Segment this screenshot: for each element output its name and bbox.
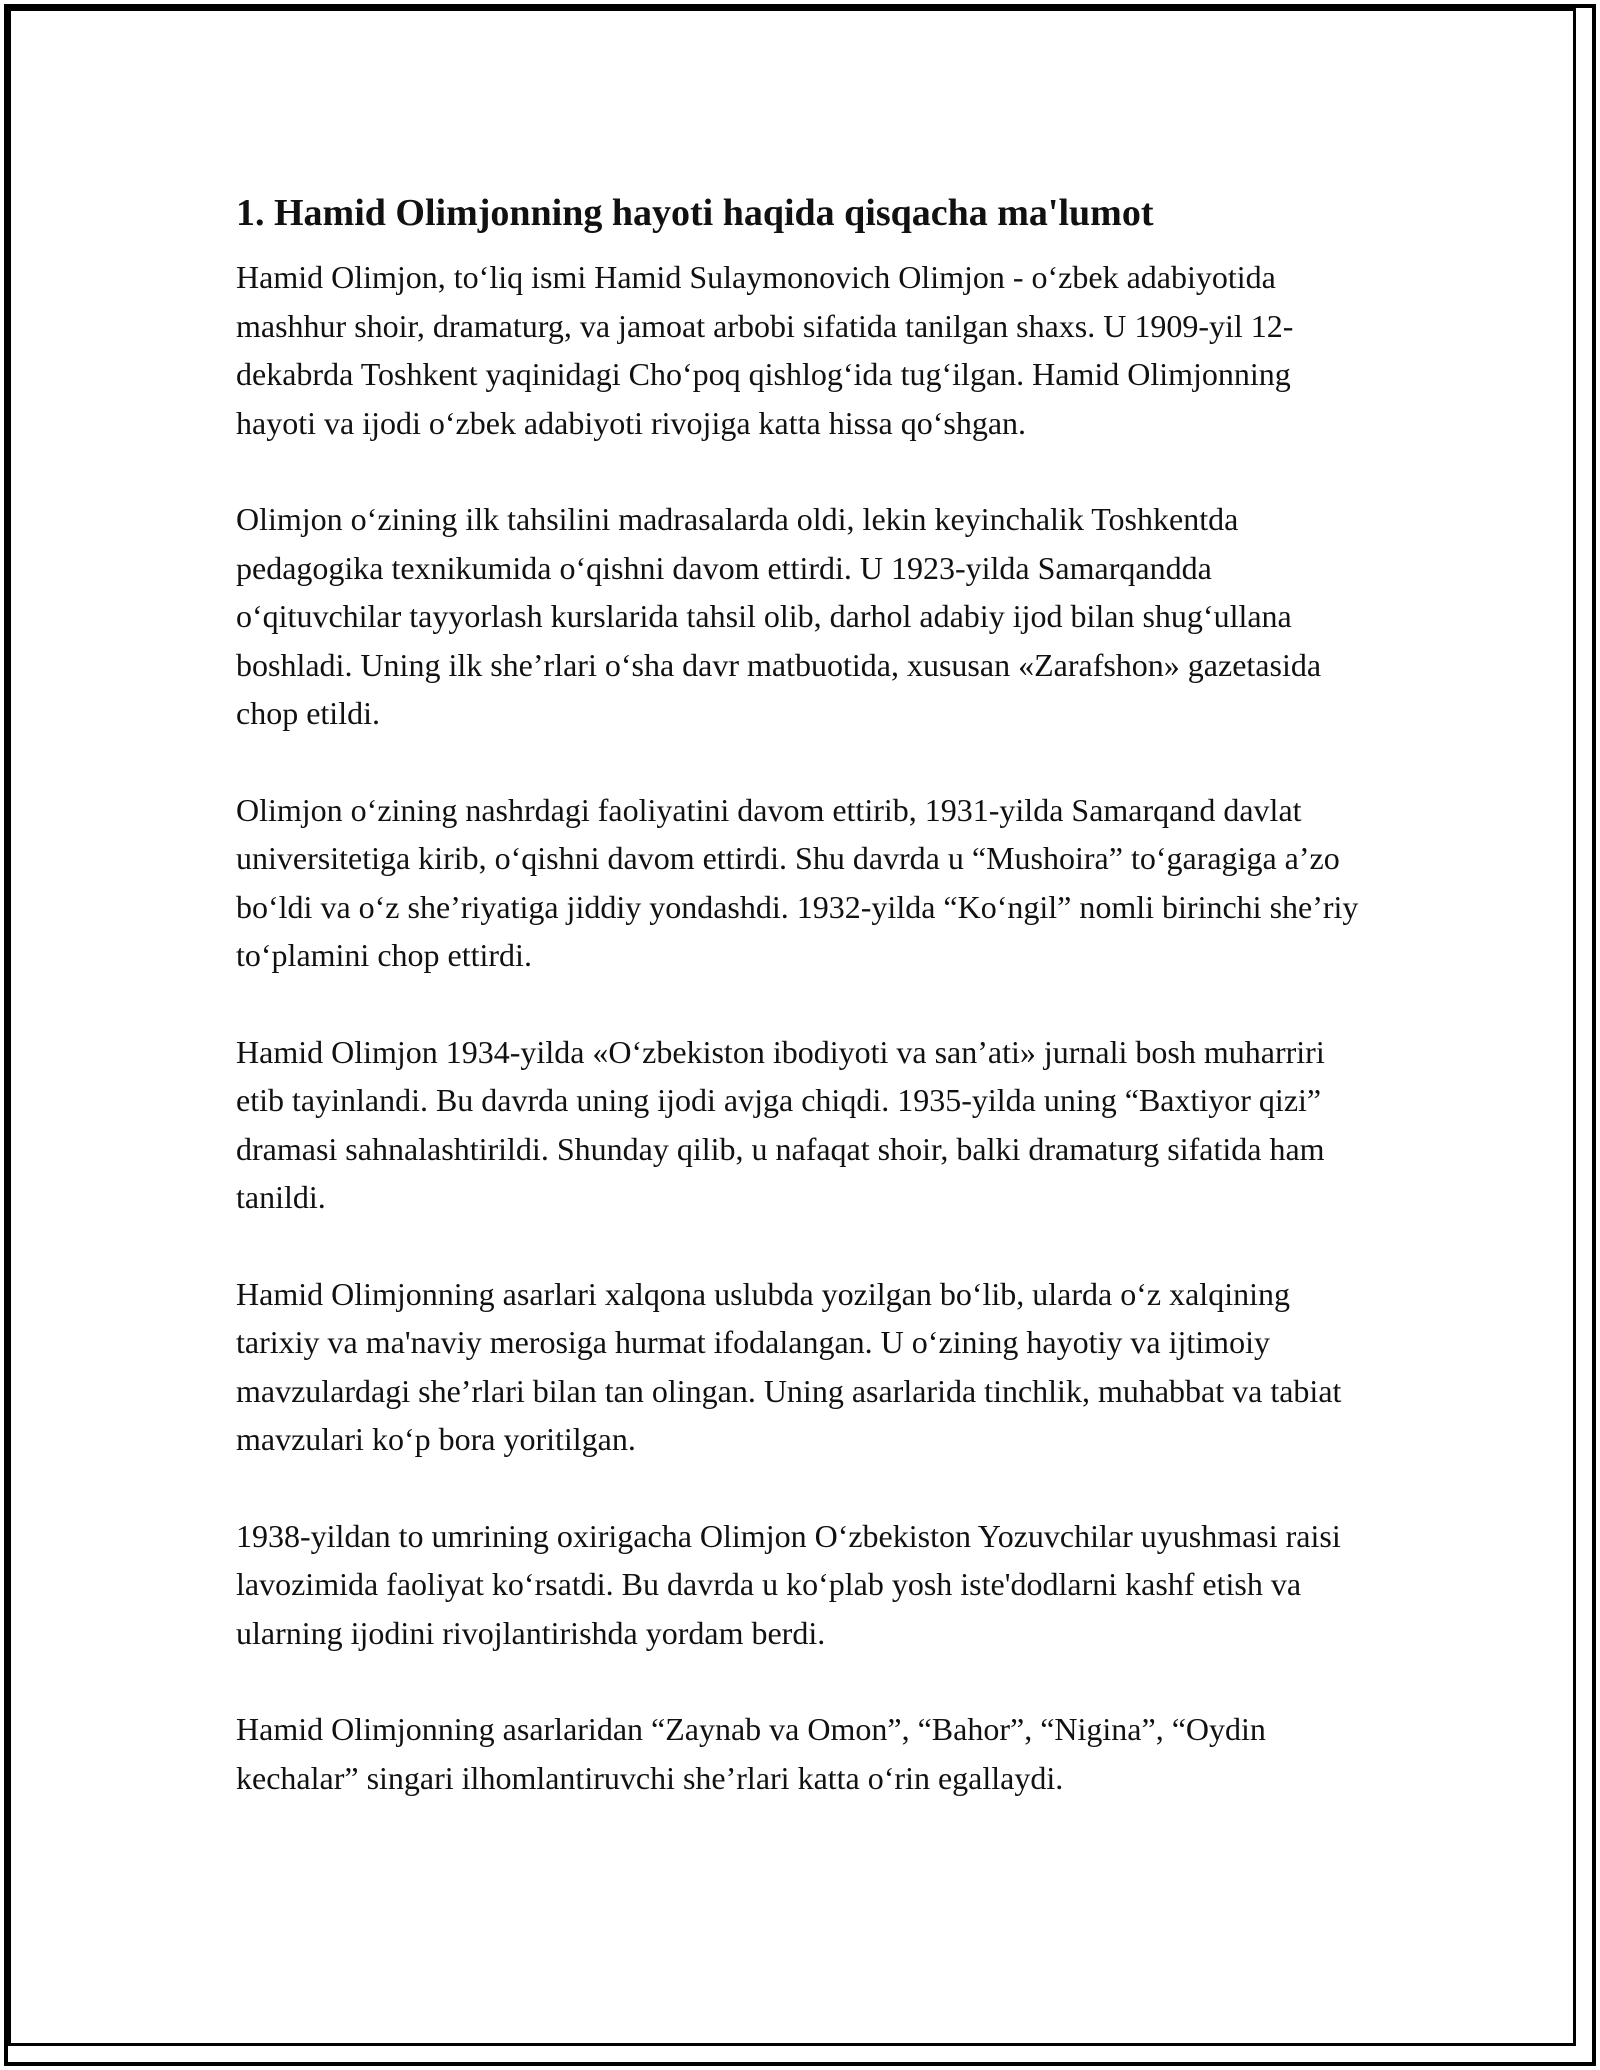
- document-title: 1. Hamid Olimjonning hayoti haqida qisqacha ma'lumot: [236, 192, 1154, 234]
- paragraph-4: Hamid Olimjon 1934-yilda «O‘zbekiston ibodiyoti va san’ati» jurnali bosh muharriri etib tayinlandi. Bu davrda uning ijodi avjga chiqdi. 1935-yilda uning “Baxtiyor qizi” dramasi sahnalashtirildi. Shunday qilib, u nafaqat shoir, balki dramaturg sifatida ham tanildi.: [236, 1033, 1325, 1215]
- document-body: [236, 187, 1366, 1850]
- paragraph-1: Hamid Olimjon, to‘liq ismi Hamid Sulaymonovich Olimjon - o‘zbek adabiyotida mashhur shoir, dramaturg, va jamoat arbobi sifatida tanilgan shaxs. U 1909-yil 12-dekabrda Toshkent yaqinidagi Cho‘poq qishlog‘ida tug‘ilgan. Hamid Olimjonning hayoti va ijodi o‘zbek adabiyoti rivojiga katta hissa qo‘shgan.: [236, 259, 1294, 441]
- paragraph-2: Olimjon o‘zining ilk tahsilini madrasalarda oldi, lekin keyinchalik Toshkentda pedagogika texnikumida o‘qishni davom ettirdi. U 1923-yilda Samarqandda o‘qituvchilar tayyorlash kurslarida tahsil olib, darhol adabiy ijod bilan shug‘ullana boshladi. Uning ilk she’rlari o‘sha davr matbuotida, xususan «Zarafshon» gazetasida chop etildi.: [236, 501, 1322, 731]
- paragraph-7: Hamid Olimjonning asarlaridan “Zaynab va Omon”, “Bahor”, “Nigina”, “Oydin kechalar” singari ilhomlantiruvchi she’rlari katta o‘rin egallaydi.: [236, 1711, 1266, 1796]
- paragraph-5: Hamid Olimjonning asarlari xalqona uslubda yozilgan bo‘lib, ularda o‘z xalqining tarixiy va ma'naviy merosiga hurmat ifodalangan. U o‘zining hayotiy va ijtimoiy mavzulardagi she’rlari bilan tan olingan. Uning asarlarida tinchlik, muhabbat va tabiat mavzulari ko‘p bora yoritilgan.: [236, 1275, 1342, 1457]
- paragraph-3: Olimjon o‘zining nashrdagi faoliyatini davom ettirib, 1931-yilda Samarqand davlat universitetiga kirib, o‘qishni davom ettirdi. Shu davrda u “Mushoira” to‘garagiga a’zo bo‘ldi va o‘z she’riyatiga jiddiy yondashdi. 1932-yilda “Ko‘ngil” nomli birinchi she’riy to‘plamini chop ettirdi.: [236, 791, 1359, 973]
- paragraph-6: 1938-yildan to umrining oxirigacha Olimjon O‘zbekiston Yozuvchilar uyushmasi raisi lavozimida faoliyat ko‘rsatdi. Bu davrda u ko‘plab yosh iste'dodlarni kashf etish va ularning ijodini rivojlantirishda yordam berdi.: [236, 1517, 1341, 1651]
